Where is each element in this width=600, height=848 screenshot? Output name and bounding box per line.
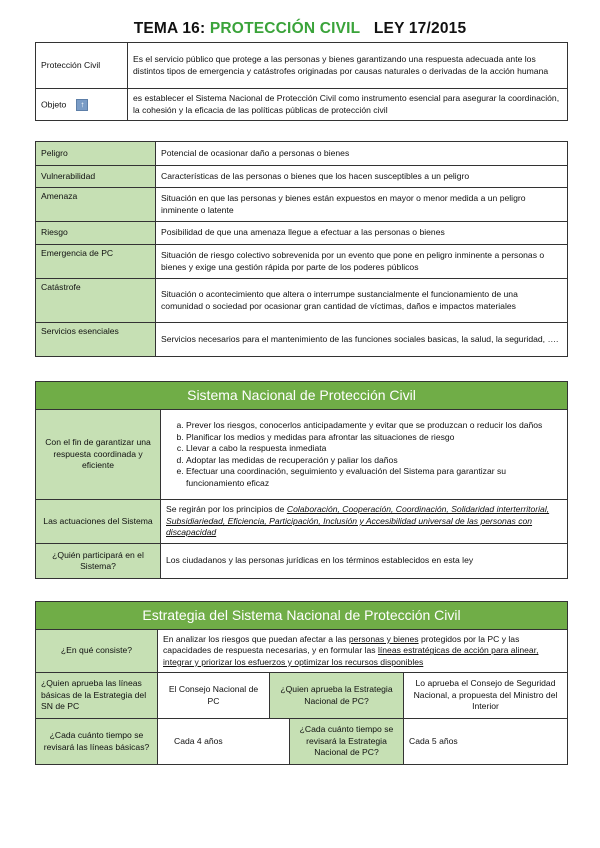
definition-term: Emergencia de PC — [36, 245, 156, 279]
sistema-actuaciones-cell — [161, 500, 568, 544]
intro-table — [35, 42, 568, 121]
estrategia-header: Estrategia del Sistema Nacional de Protección Civil — [36, 602, 568, 630]
definition-text: Situación o acontecimiento que altera o interrumpe sustancialmente el funcionamiento de una comunidad o sociedad por ocasionar gran cantidad de víctimas, daños e impactos materiales — [156, 279, 568, 323]
definition-text: Potencial de ocasionar daño a personas o bienes — [156, 142, 568, 166]
q2-answer: Lo aprueba el Consejo de Seguridad Nacional, a propuesta del Ministro del Interior — [404, 673, 568, 719]
sistema-fin-list-cell — [161, 410, 568, 500]
intro-label: Protección Civil — [36, 43, 128, 89]
list-item: e. Efectuar una coordinación, seguimiento y evaluación del Sistema para garantizar su funcionamiento eficaz — [186, 466, 562, 489]
definition-row — [36, 222, 568, 245]
intro-row — [36, 89, 568, 121]
sistema-fin-row — [36, 410, 568, 500]
page-title — [0, 20, 600, 38]
title-highlight: PROTECCIÓN CIVIL — [209, 20, 361, 37]
sistema-header-row — [36, 382, 568, 410]
estrategia-header-row — [36, 602, 568, 630]
consiste-text-1: En analizar los riesgos que puedan afectar a las — [163, 633, 349, 644]
definition-row — [36, 166, 568, 188]
list-item: c. Llevar a cabo la respuesta inmediata — [186, 443, 562, 455]
definition-term: Riesgo — [36, 222, 156, 245]
definition-text: Servicios necesarios para el mantenimiento de las funciones sociales basicas, la salud, la seguridad, …. — [156, 323, 568, 357]
consiste-underline-1: personas y bienes — [348, 633, 419, 644]
list-item: b. Planificar los medios y medidas para afrontar las situaciones de riesgo — [186, 432, 562, 444]
title-law: LEY 17/2015 — [373, 20, 467, 37]
definition-term: Amenaza — [36, 188, 156, 222]
estrategia-consiste-cell — [158, 630, 568, 673]
intro-text: Es el servicio público que protege a las personas y bienes garantizando una respuesta adecuada ante los distintos tipos de emergencia y catástrofes originadas por causas naturales o derivadas de la acción humana — [128, 43, 568, 89]
definition-term: Servicios esenciales — [36, 323, 156, 357]
q1-answer: El Consejo Nacional de PC — [158, 673, 270, 719]
estrategia-q-row — [36, 673, 568, 719]
definitions-table — [35, 141, 568, 357]
sistema-quien-text: Los ciudadanos y las personas jurídicas en los términos establecidos en esta ley — [161, 544, 568, 579]
sistema-actuaciones-row — [36, 500, 568, 544]
arrow-up-icon[interactable]: ↑ — [76, 99, 88, 111]
consiste-underline-2: líneas estratégicas de acción para alinear, integrar y priorizar los esfuerzos y optimizar los recursos disponibles — [163, 645, 539, 667]
definition-text: Características de las personas o bienes que los hacen susceptibles a un peligro — [156, 166, 568, 188]
definition-text: Situación en que las personas y bienes están expuestos en mayor o menor medida a un peligro inminente o latente — [156, 188, 568, 222]
actuaciones-prefix: Se regirán por los principios de — [166, 504, 287, 515]
q4-label: ¿Cada cuánto tiempo se revisará la Estrategia Nacional de PC? — [290, 719, 404, 765]
sistema-actuaciones-label: Las actuaciones del Sistema — [36, 500, 161, 544]
definition-text: Situación de riesgo colectivo sobrevenida por un evento que pone en peligro inminente a personas o bienes y exige una gestión rápida por parte de los poderes públicos — [156, 245, 568, 279]
actuaciones-principles: Colaboración, Cooperación, Coordinación, Solidaridad interterritorial, Subsidiariedad, Eficiencia, Participación, Inclusión y Accesibilidad universal de las personas con discapacidad — [166, 504, 550, 538]
definition-row — [36, 323, 568, 357]
q2-label: ¿Quien aprueba la Estrategia Nacional de PC? — [270, 673, 404, 719]
definition-row — [36, 142, 568, 166]
intro-row — [36, 43, 568, 89]
definition-row — [36, 188, 568, 222]
sistema-header: Sistema Nacional de Protección Civil — [36, 382, 568, 410]
definition-row — [36, 279, 568, 323]
estrategia-consiste-label: ¿En qué consiste? — [36, 630, 158, 673]
definition-term: Peligro — [36, 142, 156, 166]
intro-label-cell — [36, 89, 128, 121]
q4-answer: Cada 5 años — [404, 719, 568, 765]
definition-term: Vulnerabilidad — [36, 166, 156, 188]
sistema-quien-row — [36, 544, 568, 579]
sistema-fin-label: Con el fin de garantizar una respuesta coordinada y eficiente — [36, 410, 161, 500]
list-item: d. Adoptar las medidas de recuperación y paliar los daños — [186, 455, 562, 467]
sistema-table — [35, 381, 568, 579]
q3-answer: Cada 4 años — [158, 719, 290, 765]
definition-term: Catástrofe — [36, 279, 156, 323]
consiste-text-2: protegidos por la PC y las capacidades de respuesta necesarias, y en formular las — [163, 633, 520, 656]
intro-text: es establecer el Sistema Nacional de Protección Civil como instrumento esencial para asegurar la coordinación, la cohesión y la eficacia de las políticas públicas de protección civil — [128, 89, 568, 121]
estrategia-q-row — [36, 719, 568, 765]
title-prefix: TEMA 16: — [133, 20, 210, 37]
sistema-fin-list — [166, 420, 562, 489]
q1-label: ¿Quien aprueba las líneas básicas de la Estrategia del SN de PC — [36, 673, 158, 719]
estrategia-table — [35, 601, 568, 765]
intro-label: Objeto — [41, 98, 67, 109]
sistema-quien-label: ¿Quién participará en el Sistema? — [36, 544, 161, 579]
definition-row — [36, 245, 568, 279]
estrategia-consiste-row — [36, 630, 568, 673]
definition-text: Posibilidad de que una amenaza llegue a efectuar a las personas o bienes — [156, 222, 568, 245]
q3-label: ¿Cada cuánto tiempo se revisará las líneas básicas? — [36, 719, 158, 765]
list-item: a. Prever los riesgos, conocerlos anticipadamente y evitar que se produzcan o reducir los daños — [186, 420, 562, 432]
